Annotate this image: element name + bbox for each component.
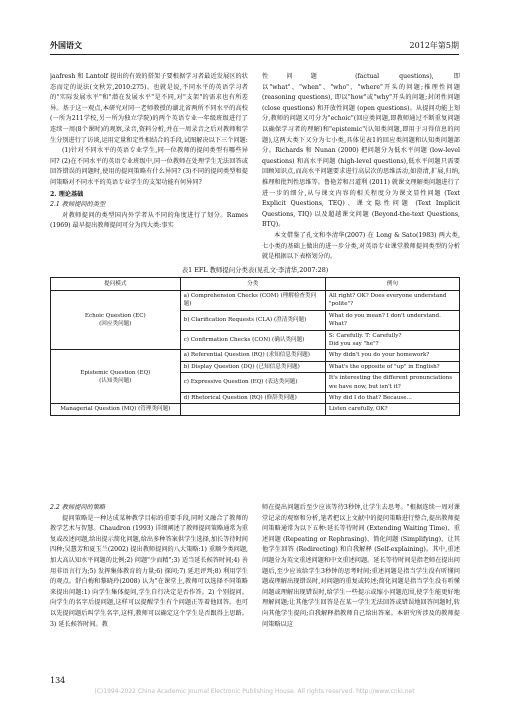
- category-cell: b) Display Question (DQ) (已知信息类问题): [180, 361, 325, 372]
- paragraph: 性问题 (factual questions), 即以"what"、"when"、"who"、"where"开头的问题;推理性问题 (reasoning questions), 即以"how"或"why"开头的问题;封闭性问题 (close questions) 和开放性问题 (open questions)。从提问功能上划分,教师的问题又可分为"echoic"(回应类问题,即教师通过不断重复问题以确保学习者的理解)和"epistemic"(认知类问题,即用于习得信息的问题),这两大类下又分为七小类,具体见表1的回应类问题和认知类问题部分。Richards 和 Nunan (2000) 把问题分为低水平问题 (low-level questions) 和高水平问题 (high-level questions),低水平问题只需要回顾知识点,而高水平问题要求进行高层次的思维活动,如澄清,扩展,归纳,推理和批判性思维等。鲁艳芳和吕道利 (2011) 就课文理解类问题进行了进一步的细分,从与课文内容的相关程度分为课文显性问题 (Text Explicit Questions, TEQ)、课文隐性问题 (Text Implicit Questions, TIQ) 以及超越课文问题 (Beyond-the-text Questions, BTQ)。: [262, 73, 460, 229]
- category-cell: b) Clarification Requests (CLA) (澄清类问题): [180, 310, 325, 330]
- paragraph: 师在提出问题后至少应该等待3秒钟,让学生去思考。"根据连续一周对课堂记录的观察和分析,笔者把以上文献中的提问策略进行整合,提出教师提问策略通常为以下五种:延长等待时间 (Extending Waiting Time)、重述问题 (Repeating or Rephrasing)、简化问题 (Simplifying)、让其他学生回答 (Redirecting) 和自我解释 (Self-explaining)。其中,重述问题分为英文重述问题和中文重述问题。延长等待时间是指老师在提出问题后,至少应该给学生3秒钟的思考时间;重述问题是指当学生没有听懂问题或理解出现错误时,对问题的重复或转述;简化问题是指当学生没有听懂问题或理解出现错误时,给学生一些提示或缩小问题范围,使学生能更好地理解问题;让其他学生回答是在某一学生无法回答或错误地回答问题时,转向其他学生提问;自我解释指教师自己给出答案。本研究所涉及的教师提问策略以这: [262, 504, 460, 628]
- journal-name: 外国语文: [50, 40, 82, 50]
- category-cell: a) Comprehension Checks (COM) (理解检查类问题): [180, 291, 325, 311]
- running-header: [50, 40, 459, 55]
- category-cell: c) Confirmation Checks (CON) (确认类问题): [180, 330, 325, 350]
- section-heading: 2. 理论基础: [50, 190, 84, 198]
- category-cell: [180, 404, 325, 415]
- example-cell: All right? OK? Does everyone understand "polite"?: [325, 291, 459, 311]
- table-row: [51, 404, 460, 415]
- question-mode-cell: Epistemic Question (EQ) (认知类问题): [51, 350, 181, 404]
- example-cell: It's interesting the different pronunciations we have now, but isn't it?: [325, 373, 459, 393]
- right-column-bottom: [262, 503, 460, 671]
- paragraph: jaafresh 和 Lantolf 提出的有效的搭架子要根据学习者最近发展区的状态而定的说法(文秋芳,2010:275)。也就是说,不同水平的英语学习者的"实际发展水平"和"潜在发展水平"是不同,对"支架"的需求也有所差异。基于这一观点,本研究对同一老师教授的湖北省两所不同水平的高校(一所为211学校,另一所为独立学院)的两个英语专业一年级班级进行了连续一周(8个课时)的观察,录音,资料分析,并在一周录音之后对教师和学生分别进行了访谈,运用定量和定性相结合的手段,试图解决以下三个问题:: [50, 73, 248, 144]
- header-cell: 分类: [180, 278, 325, 291]
- header-cell: 提问模式: [51, 278, 181, 291]
- example-cell: S: Carefully. T: Carefully? Did you say "he"?: [325, 330, 459, 350]
- table-header-row: [51, 278, 460, 291]
- table-row: [51, 350, 460, 361]
- example-cell: What's the opposite of "up" in English?: [325, 361, 459, 372]
- page-number: 134: [50, 676, 66, 685]
- question-mode-cell: Managerial Question (MQ) (管理类问题): [51, 404, 181, 415]
- category-cell: d) Rhetorical Question (RQ) (修辞类问题): [180, 393, 325, 404]
- issue-label: 2012年第5期: [409, 41, 459, 50]
- subsection-heading: 2.2 教师提问的策略: [50, 504, 106, 511]
- right-column-top: [262, 72, 460, 260]
- copyright-footer: (C)1994-2022 China Academic Journal Electronic Publishing House. All rights reserved. http://www.cnki.net: [94, 688, 415, 695]
- table-row: [51, 291, 460, 311]
- paragraph: 本文借鉴了孔文和李清华(2007) 在 Long & Sato(1983) 两大类,七小类的基础上做出的进一步分类,对英语专业课堂教师提问类型的分析就是根据以下表格划分的。: [262, 231, 460, 260]
- left-column-top: [50, 72, 248, 260]
- table-caption: 表1 EFL 教师提问分类表(见孔文·李清华,2007:28): [181, 266, 329, 274]
- example-cell: Why didn't you do your homework?: [325, 350, 459, 361]
- category-cell: a) Referential Question (RQ) (求知信息类问题): [180, 350, 325, 361]
- paragraph: (1)针对不同水平的英语专业学生,同一位教师的提问类型有哪些异同? (2)在不同水平的英语专业班级中,同一位教师在处理学生无法回答或回答错误的问题时,使用的提问策略有什么异同? (3)不同的提问类型和提问策略对不同水平的英语专业学生的支架功能有何异同?: [50, 147, 248, 186]
- example-cell: Listen carefully, OK?: [325, 404, 459, 415]
- header-cell: 例句: [325, 278, 459, 291]
- category-cell: c) Expressive Question (EQ) (表达类问题): [180, 373, 325, 393]
- question-mode-cell: Echoic Question (EC) (回应类问题): [51, 291, 181, 350]
- paragraph: 对教师提问的类型国内外学者从不同的角度进行了划分。Rames (1969) 最早提出教师提问可分为四大类:事实: [50, 211, 248, 230]
- example-cell: What do you mean? I don't understand. What?: [325, 310, 459, 330]
- left-column-bottom: [50, 503, 248, 671]
- example-cell: Why did I do that? Because...: [325, 393, 459, 404]
- paragraph: 提问策略是一种达成某种教学目标的重要手段,同时又融合了教师的教学艺术与智慧。Chaudron (1993) 详细阐述了教师提问策略通常为重复或改述问题,给出提示简化问题,给出多种答案供学生选择,加长等待时间四种;吴慧芳和夏玉兰(2002) 提出教师提问的八大策略:1) 重顺令类问题,加大高认知水平问题的比例;2) 问题"少而精";3) 适当延长候答时间;4) 善用非语言行为;5) 发挥集体教育的力量;6) 探问;7) 延迟评判;8) 利用学生的观点。舒白梅和黎晓玲(2008) 认为"在课堂上,教师可以选择不同策略来提出问题:1) 向学生集体提问,学生自行决定是否作答。2) 个别提问。向学生的名字后提问题,这样可以提醒学生有个问题正等着他回答。也可以先提问题后叫学生名字,这样,教师可以确定这个学生是否跟得上思路。3) 延长候答时间。教: [50, 514, 248, 628]
- subsection-heading: 2.1 教师提问的类型: [50, 201, 106, 209]
- question-type-table: [50, 277, 460, 416]
